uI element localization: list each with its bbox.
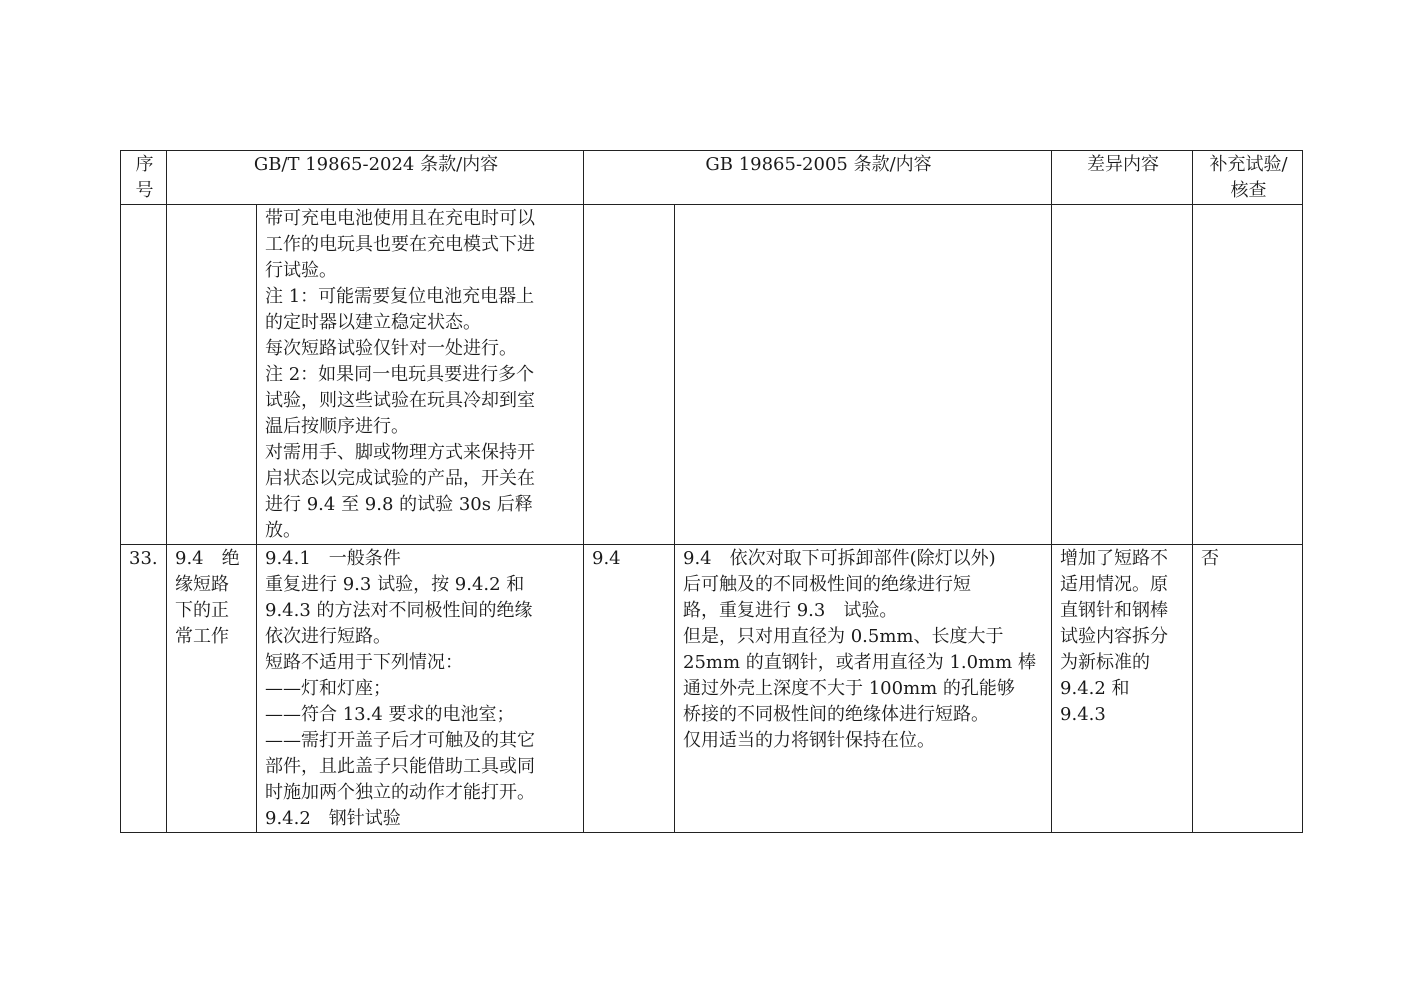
text-line: 工作的电玩具也要在充电模式下进 [265,234,535,255]
text-line: 9.4.2 和 [1060,678,1130,699]
text-line: 温后按顺序进行。 [265,416,409,437]
header-difference: 差异内容 [1052,151,1193,205]
text-line: 短路不适用于下列情况： [265,652,463,673]
text-line: 时施加两个独立的动作才能打开。 [265,782,535,803]
text-line: 对需用手、脚或物理方式来保持开 [265,442,535,463]
cell-seq: 33. [121,545,167,833]
cell-old-content [675,545,1052,833]
cell-difference-empty [1052,205,1193,545]
text-line: 9.4.1 一般条件 [265,548,401,569]
text-line: 进行 9.4 至 9.8 的试验 30s 后释 [265,494,533,515]
text-line: 增加了短路不 [1060,548,1169,569]
header-supp-line-1: 补充试验/ [1209,154,1288,175]
cell-new-clause [167,545,257,833]
text-line: 注 2：如果同一电玩具要进行多个 [265,364,535,385]
text-line: ——需打开盖子后才可触及的其它 [265,730,535,751]
text-line: 放。 [265,520,301,541]
text-line: 试验内容拆分 [1060,626,1169,647]
text-line: 下的正 [175,600,229,621]
text-line: 每次短路试验仅针对一处进行。 [265,338,517,359]
text-line: 通过外壳上深度不大于 100mm 的孔能够 [683,678,1015,699]
text-line: 行试验。 [265,260,337,281]
cell-new-content [257,545,584,833]
text-line: 仅用适当的力将钢针保持在位。 [683,730,935,751]
text-line: 部件，且此盖子只能借助工具或同 [265,756,535,777]
text-line: 依次进行短路。 [265,626,391,647]
text-line: 的定时器以建立稳定状态。 [265,312,481,333]
table-row-continuation [121,205,1303,545]
text-line: 9.4 绝 [175,548,240,569]
text-line: 缘短路 [175,574,229,595]
text-line: ——灯和灯座； [265,678,391,699]
header-supplement [1193,151,1303,205]
header-seq [121,151,167,205]
header-seq-line-2: 号 [135,180,154,201]
cell-supplement: 否 [1193,545,1303,833]
cell-difference [1052,545,1193,833]
header-row [121,151,1303,205]
text-line: 桥接的不同极性间的绝缘体进行短路。 [683,704,989,725]
text-line: 9.4.3 的方法对不同极性间的绝缘 [265,600,533,621]
text-line: 路，重复进行 9.3 试验。 [683,600,898,621]
text-line: 9.4.3 [1060,704,1106,725]
cell-old-clause-empty [584,205,675,545]
header-seq-line-1: 序 [135,154,154,175]
text-line: 适用情况。原 [1060,574,1169,595]
cell-old-content-empty [675,205,1052,545]
text-line: 带可充电电池使用且在充电时可以 [265,208,535,229]
table-row-33 [121,545,1303,833]
text-line: 启状态以完成试验的产品，开关在 [265,468,535,489]
cell-supplement-empty [1193,205,1303,545]
text-line: 注 1：可能需要复位电池充电器上 [265,286,535,307]
header-new-standard: GB/T 19865-2024 条款/内容 [167,151,584,205]
comparison-table [120,150,1303,833]
cell-new-clause-empty [167,205,257,545]
text-line: 9.4 依次对取下可拆卸部件(除灯以外) [683,548,996,569]
text-line: 重复进行 9.3 试验，按 9.4.2 和 [265,574,525,595]
cell-new-content [257,205,584,545]
header-old-standard: GB 19865-2005 条款/内容 [584,151,1052,205]
text-line: 25mm 的直钢针，或者用直径为 1.0mm 棒 [683,652,1036,673]
text-line: 9.4.2 钢针试验 [265,808,401,829]
text-line: 但是，只对用直径为 0.5mm、长度大于 [683,626,1004,647]
text-line: 常工作 [175,626,229,647]
cell-old-clause: 9.4 [584,545,675,833]
header-supp-line-2: 核查 [1230,180,1267,201]
cell-seq-empty [121,205,167,545]
text-line: ——符合 13.4 要求的电池室； [265,704,515,725]
text-line: 直钢针和钢棒 [1060,600,1169,621]
text-line: 后可触及的不同极性间的绝缘进行短 [683,574,971,595]
text-line: 为新标准的 [1060,652,1151,673]
text-line: 试验，则这些试验在玩具冷却到室 [265,390,535,411]
